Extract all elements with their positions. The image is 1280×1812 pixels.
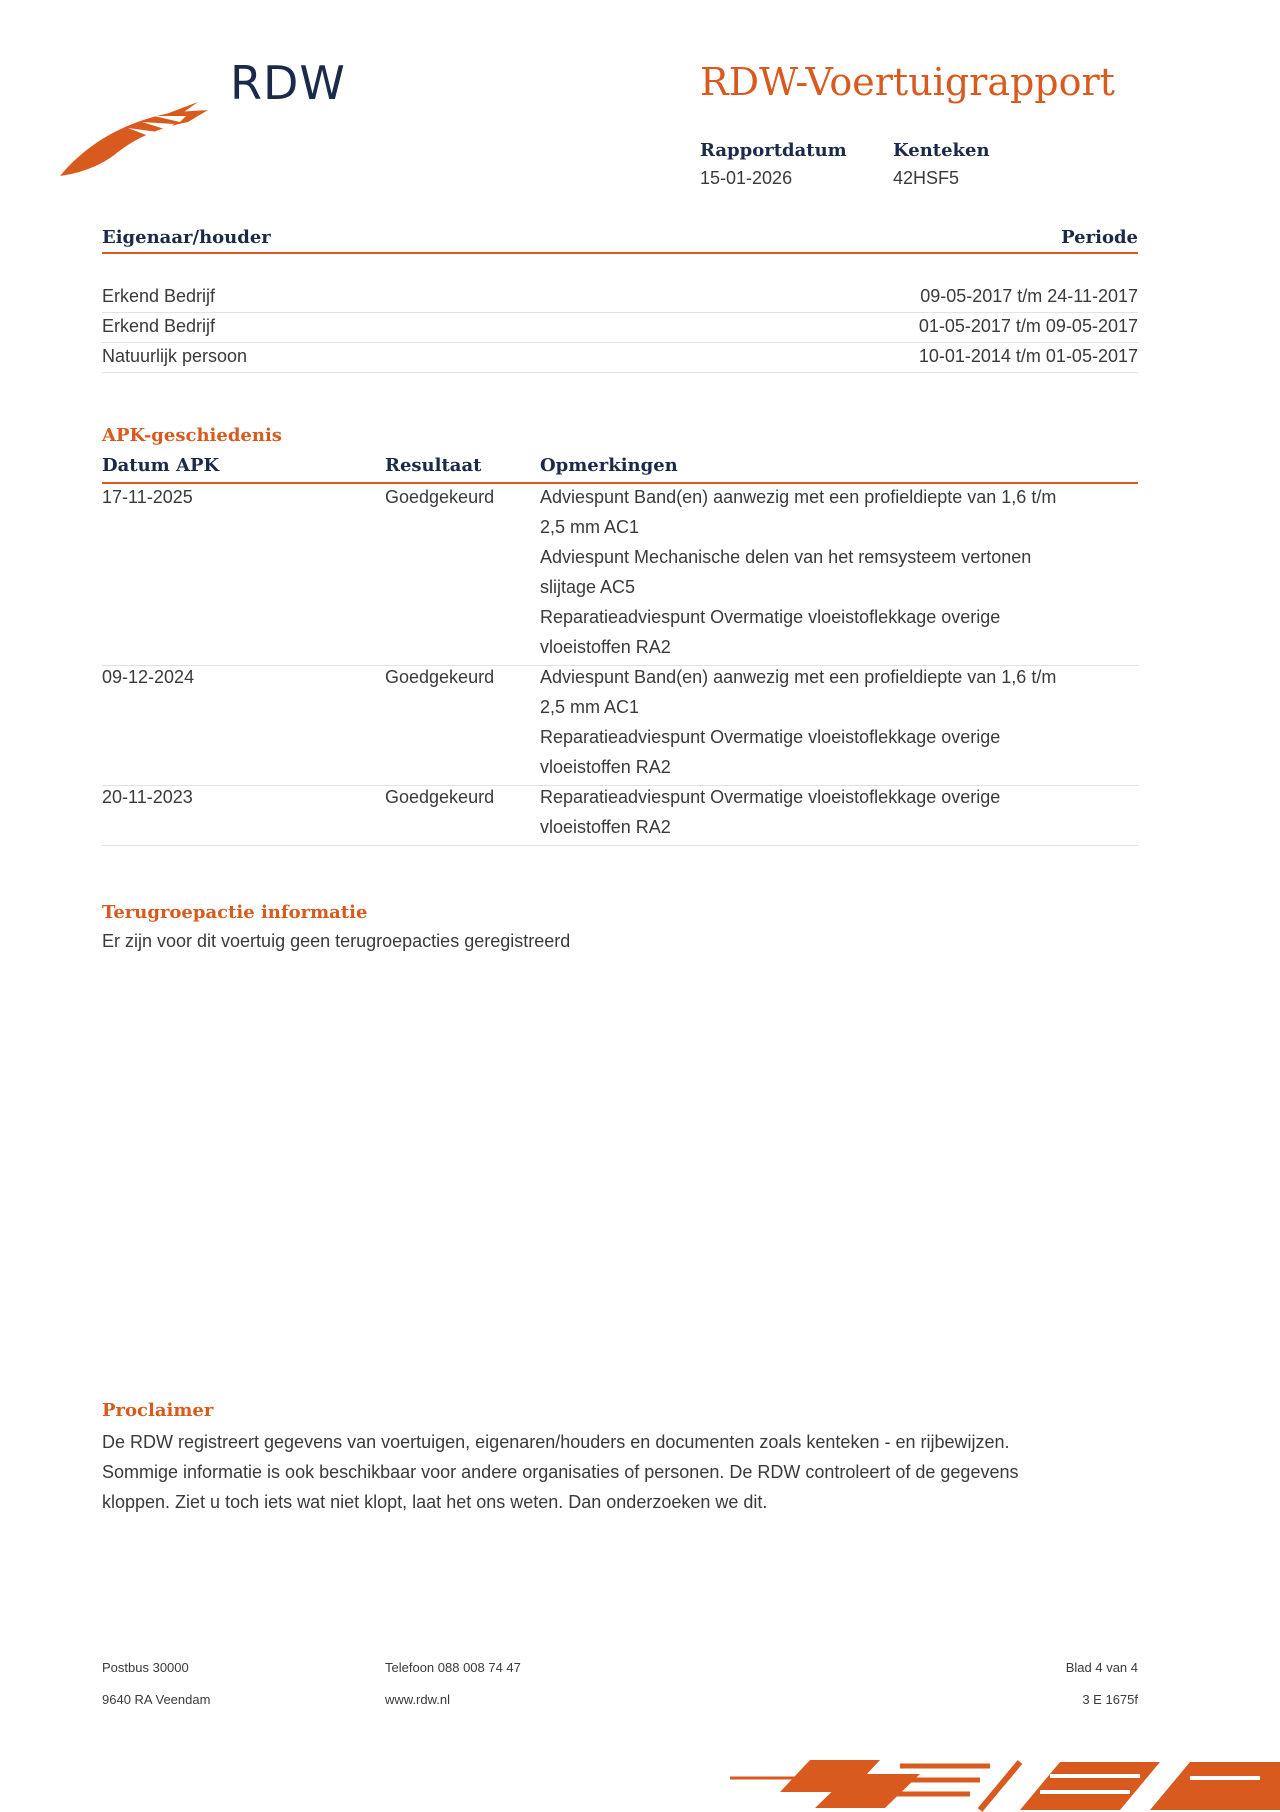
apk-date: 20-11-2023 <box>102 787 193 807</box>
footer-city: 9640 RA Veendam <box>102 1692 211 1707</box>
remark-line: Reparatieadviespunt Overmatige vloeistoflekkage overige <box>540 787 1001 807</box>
remark-line: vloeistoffen RA2 <box>540 817 671 837</box>
apk-remarks <box>540 662 1140 782</box>
rdw-wing-icon <box>58 72 218 182</box>
report-title: RDW-Voertuigrapport <box>700 60 1115 104</box>
owners-header-rule <box>102 252 1138 254</box>
footer-phone: Telefoon 088 008 74 47 <box>385 1660 521 1675</box>
remark-line: vloeistoffen RA2 <box>540 637 671 657</box>
apk-col-result: Resultaat <box>385 455 482 476</box>
proclaimer-line: De RDW registreert gegevens van voertuigen, eigenaren/houders en documenten zoals kenteken - en rijbewijzen. <box>102 1432 1010 1452</box>
apk-title: APK-geschiedenis <box>102 425 282 446</box>
report-date-label: Rapportdatum <box>700 140 847 161</box>
report-date-value: 15-01-2026 <box>700 168 793 188</box>
remark-line: Reparatieadviespunt Overmatige vloeistoflekkage overige <box>540 727 1001 747</box>
apk-date: 17-11-2025 <box>102 487 193 507</box>
owners-col-owner: Eigenaar/houder <box>102 227 271 248</box>
remark-line: slijtage AC5 <box>540 577 636 597</box>
apk-remarks <box>540 782 1140 842</box>
proclaimer-line: kloppen. Ziet u toch iets wat niet klopt, laat het ons weten. Dan onderzoeken we dit. <box>102 1492 768 1512</box>
recall-title: Terugroepactie informatie <box>102 902 368 923</box>
row-divider <box>102 372 1138 373</box>
apk-result: Goedgekeurd <box>385 667 495 687</box>
owner-period: 10-01-2014 t/m 01-05-2017 <box>918 346 1138 366</box>
remark-line: Adviespunt Band(en) aanwezig met een profieldiepte van 1,6 t/m <box>540 667 1057 687</box>
proclaimer-body <box>102 1427 1142 1517</box>
remark-line: 2,5 mm AC1 <box>540 697 640 717</box>
plate-label: Kenteken <box>893 140 990 161</box>
apk-result: Goedgekeurd <box>385 487 495 507</box>
owner-period: 01-05-2017 t/m 09-05-2017 <box>918 316 1138 336</box>
logo-wordmark: RDW <box>230 56 346 110</box>
rdw-logo <box>58 52 358 162</box>
apk-date: 09-12-2024 <box>102 667 195 687</box>
owner-name: Natuurlijk persoon <box>102 346 248 366</box>
remark-line: Reparatieadviespunt Overmatige vloeistoflekkage overige <box>540 607 1001 627</box>
footer-postbus: Postbus 30000 <box>102 1660 189 1675</box>
apk-result: Goedgekeurd <box>385 787 495 807</box>
owner-name: Erkend Bedrijf <box>102 286 216 306</box>
remark-line: Adviespunt Mechanische delen van het remsysteem vertonen <box>540 547 1032 567</box>
apk-remarks <box>540 482 1140 662</box>
proclaimer-title: Proclaimer <box>102 1400 214 1421</box>
remark-line: 2,5 mm AC1 <box>540 517 640 537</box>
plate-value: 42HSF5 <box>893 168 960 188</box>
row-divider <box>102 845 1138 846</box>
remark-line: vloeistoffen RA2 <box>540 757 671 777</box>
proclaimer-line: Sommige informatie is ook beschikbaar voor andere organisaties of personen. De RDW controleert of de gegevens <box>102 1462 1019 1482</box>
footer-page-number: Blad 4 van 4 <box>1065 1660 1138 1675</box>
remark-line: Adviespunt Band(en) aanwezig met een profieldiepte van 1,6 t/m <box>540 487 1057 507</box>
apk-col-date: Datum APK <box>102 455 220 476</box>
footer-website[interactable]: www.rdw.nl <box>385 1692 451 1707</box>
owner-period: 09-05-2017 t/m 24-11-2017 <box>920 286 1138 306</box>
footer-decoration-icon <box>720 1752 1280 1812</box>
apk-col-remarks: Opmerkingen <box>540 455 678 476</box>
footer-doc-code: 3 E 1675f <box>1082 1692 1138 1707</box>
recall-text: Er zijn voor dit voertuig geen terugroepacties geregistreerd <box>102 931 571 951</box>
owners-col-period: Periode <box>1061 227 1138 248</box>
owner-name: Erkend Bedrijf <box>102 316 216 336</box>
